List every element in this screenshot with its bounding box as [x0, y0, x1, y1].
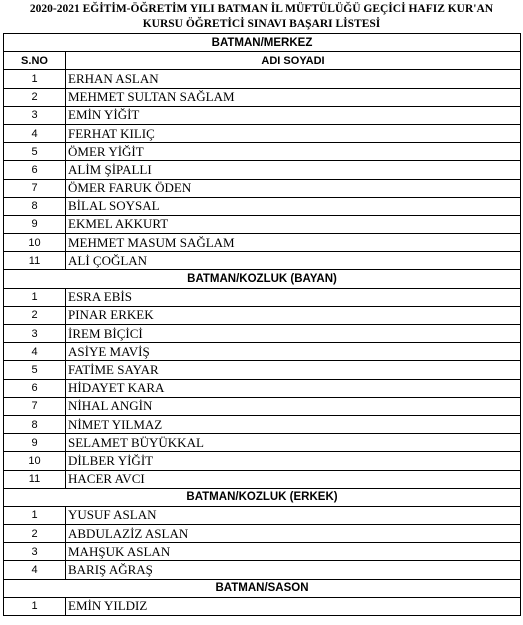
row-number: 3: [4, 106, 66, 124]
row-full-name: MEHMET MASUM SAĞLAM: [66, 234, 521, 252]
column-header-row: [4, 52, 521, 70]
row-number: 7: [4, 179, 66, 197]
column-header-name: ADI SOYADI: [66, 52, 521, 70]
row-number: 1: [4, 506, 66, 524]
table-row: [4, 215, 521, 233]
row-number: 9: [4, 215, 66, 233]
row-number: 6: [4, 379, 66, 397]
row-full-name: HACER AVCI: [66, 470, 521, 488]
row-full-name: ALİM ŞİPALLI: [66, 161, 521, 179]
table-row: [4, 361, 521, 379]
row-number: 8: [4, 197, 66, 215]
row-full-name: ABDULAZİZ ASLAN: [66, 525, 521, 543]
row-full-name: ÖMER FARUK ÖDEN: [66, 179, 521, 197]
row-number: 10: [4, 452, 66, 470]
row-full-name: ESRA EBİS: [66, 288, 521, 306]
table-row: [4, 306, 521, 324]
row-number: 4: [4, 343, 66, 361]
row-number: 10: [4, 234, 66, 252]
row-full-name: NİHAL ANGİN: [66, 397, 521, 415]
row-full-name: ALİ ÇOĞLAN: [66, 252, 521, 270]
row-number: 1: [4, 597, 66, 615]
row-full-name: YUSUF ASLAN: [66, 506, 521, 524]
row-number: 2: [4, 306, 66, 324]
row-full-name: ASİYE MAVİŞ: [66, 343, 521, 361]
table-row: [4, 88, 521, 106]
row-number: 8: [4, 415, 66, 433]
section-title: BATMAN/SASON: [4, 579, 521, 597]
row-number: 5: [4, 361, 66, 379]
row-full-name: MAHŞUK ASLAN: [66, 543, 521, 561]
section-header-row: [4, 34, 521, 52]
section-header-row: [4, 488, 521, 506]
results-table-body: [4, 34, 521, 616]
row-full-name: EMİN YİĞİT: [66, 106, 521, 124]
document-title-line-2: KURSU ÖĞRETİCİ SINAVI BAŞARI LİSTESİ: [142, 18, 381, 30]
row-full-name: SELAMET BÜYÜKKAL: [66, 434, 521, 452]
table-row: [4, 143, 521, 161]
row-number: 6: [4, 161, 66, 179]
table-row: [4, 325, 521, 343]
document-title-line-1: 2020-2021 EĞİTİM-ÖĞRETİM YILI BATMAN İL MÜFTÜLÜĞÜ GEÇİCİ HAFIZ KUR'AN: [29, 3, 494, 15]
table-row: [4, 234, 521, 252]
section-title: BATMAN/KOZLUK (ERKEK): [4, 488, 521, 506]
results-table: [3, 33, 521, 616]
table-row: [4, 452, 521, 470]
table-row: [4, 415, 521, 433]
table-row: [4, 161, 521, 179]
table-row: [4, 124, 521, 142]
row-full-name: FATİME SAYAR: [66, 361, 521, 379]
row-full-name: ÖMER YİĞİT: [66, 143, 521, 161]
table-row: [4, 543, 521, 561]
row-number: 4: [4, 124, 66, 142]
row-number: 3: [4, 543, 66, 561]
row-full-name: PINAR ERKEK: [66, 306, 521, 324]
section-title: BATMAN/KOZLUK (BAYAN): [4, 270, 521, 288]
row-number: 11: [4, 252, 66, 270]
row-full-name: NİMET YILMAZ: [66, 415, 521, 433]
table-row: [4, 197, 521, 215]
row-number: 9: [4, 434, 66, 452]
row-full-name: BİLAL SOYSAL: [66, 197, 521, 215]
section-title: BATMAN/MERKEZ: [4, 34, 521, 52]
table-row: [4, 397, 521, 415]
table-row: [4, 597, 521, 615]
table-row: [4, 252, 521, 270]
row-full-name: EKMEL AKKURT: [66, 215, 521, 233]
table-row: [4, 506, 521, 524]
column-header-no: S.NO: [4, 52, 66, 70]
table-row: [4, 343, 521, 361]
table-row: [4, 288, 521, 306]
row-full-name: İREM BİÇİCİ: [66, 325, 521, 343]
row-number: 4: [4, 561, 66, 579]
row-number: 3: [4, 325, 66, 343]
table-row: [4, 434, 521, 452]
row-number: 1: [4, 70, 66, 88]
table-row: [4, 106, 521, 124]
section-header-row: [4, 579, 521, 597]
row-number: 2: [4, 525, 66, 543]
table-row: [4, 70, 521, 88]
row-number: 2: [4, 88, 66, 106]
row-full-name: ERHAN ASLAN: [66, 70, 521, 88]
row-full-name: HİDAYET KARA: [66, 379, 521, 397]
row-full-name: EMİN YILDIZ: [66, 597, 521, 615]
table-row: [4, 525, 521, 543]
row-number: 7: [4, 397, 66, 415]
document: [3, 2, 520, 616]
table-row: [4, 379, 521, 397]
row-full-name: MEHMET SULTAN SAĞLAM: [66, 88, 521, 106]
row-full-name: BARIŞ AĞRAŞ: [66, 561, 521, 579]
row-number: 11: [4, 470, 66, 488]
table-row: [4, 470, 521, 488]
row-number: 1: [4, 288, 66, 306]
table-row: [4, 179, 521, 197]
row-number: 5: [4, 143, 66, 161]
row-full-name: DİLBER YİĞİT: [66, 452, 521, 470]
table-row: [4, 561, 521, 579]
row-full-name: FERHAT KILIÇ: [66, 124, 521, 142]
section-header-row: [4, 270, 521, 288]
